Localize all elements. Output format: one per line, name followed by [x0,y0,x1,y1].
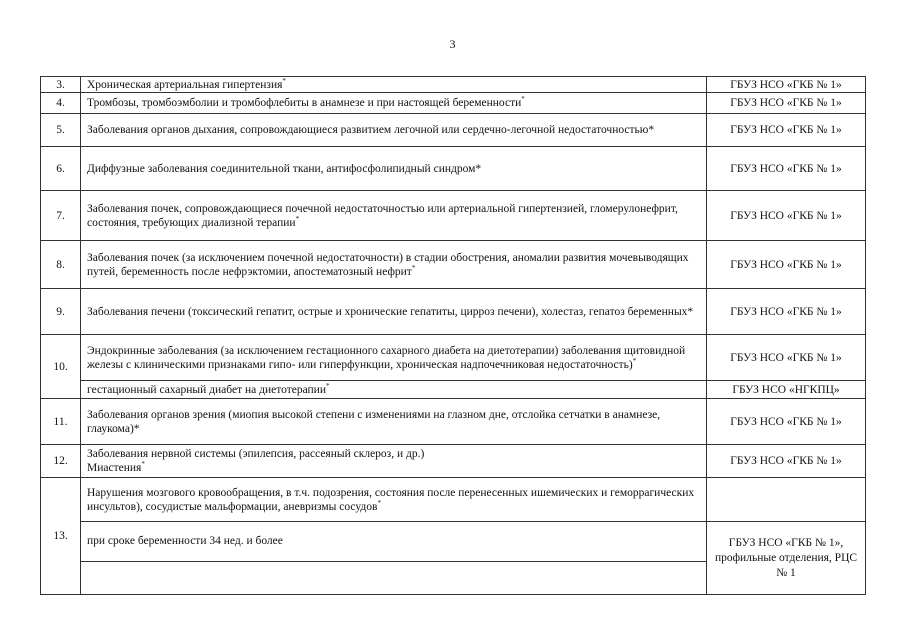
disease-cell [81,478,707,522]
table-row [41,93,866,114]
disease-cell [81,289,707,335]
table-row [41,445,866,478]
footnote-mark: * [326,381,330,390]
pathology-table [40,76,866,595]
table-row [41,522,866,562]
institution-cell: ГБУЗ НСО «ГКБ № 1» [707,191,866,241]
row-number: 6. [41,147,81,191]
institution-cell: ГБУЗ НСО «ГКБ № 1» [707,77,866,93]
institution-cell: ГБУЗ НСО «ГКБ № 1» [707,335,866,381]
institution-cell: ГБУЗ НСО «ГКБ № 1», профильные отделения, РЦС № 1 [707,522,866,595]
disease-text: Заболевания почек, сопровождающиеся почечной недостаточностью или артериальной гипертензией, гломерулонефрит, состояния, требующих диализной терапии [87,202,678,229]
institution-cell: ГБУЗ НСО «ГКБ № 1» [707,114,866,147]
page-number: 3 [449,37,456,51]
disease-cell [81,399,707,445]
institution-cell: ГБУЗ НСО «ГКБ № 1» [707,289,866,335]
disease-cell [81,147,707,191]
disease-cell [81,562,707,595]
table-row [41,147,866,191]
row-number: 9. [41,289,81,335]
footnote-mark: * [295,214,300,223]
table-row [41,191,866,241]
disease-cell [81,77,707,93]
table-row [41,114,866,147]
row-number: 5. [41,114,81,147]
table-row [41,241,866,289]
row-number: 12. [41,445,81,478]
disease-text: Заболевания органов дыхания, сопровождающиеся развитием легочной или сердечно-легочной недостаточностью* [87,124,655,136]
disease-text: Диффузные заболевания соединительной ткани, антифосфолипидный синдром* [87,162,482,175]
row-number: 13. [41,478,81,595]
row-number: 3. [41,77,81,93]
disease-cell [81,445,707,478]
table-row [41,77,866,93]
table-row [41,335,866,381]
footnote-mark: * [521,95,525,104]
row-number: 7. [41,191,81,241]
disease-text: при сроке беременности 34 нед. и более [87,535,283,547]
disease-text: Тромбозы, тромбоэмболии и тромбофлебиты в анамнезе и при настоящей беременности [87,97,522,109]
disease-text: Хроническая артериальная гипертензия [87,78,283,91]
row-number: 4. [41,93,81,114]
row-number: 11. [41,399,81,445]
table-row [41,478,866,522]
footnote-mark: * [282,76,286,85]
institution-cell [707,478,866,522]
row-number: 8. [41,241,81,289]
disease-cell [81,522,707,562]
disease-cell [81,191,707,241]
footnote-mark: * [632,356,637,365]
institution-cell: ГБУЗ НСО «ГКБ № 1» [707,399,866,445]
institution-cell: ГБУЗ НСО «ГКБ № 1» [707,147,866,191]
institution-cell: ГБУЗ НСО «ГКБ № 1» [707,445,866,478]
footnote-mark: * [411,263,416,272]
disease-text: Нарушения мозгового кровообращения, в т.ч. подозрения, состояния после перенесенных ишемических и геморрагических инсультов), сосудистые мальформации, аневризмы сосудов [87,486,695,513]
footnote-mark: * [141,460,145,469]
footnote-mark: * [377,498,381,507]
institution-cell: ГБУЗ НСО «ГКБ № 1» [707,93,866,114]
table-row [41,289,866,335]
disease-cell [81,241,707,289]
disease-text: Заболевания нервной системы (эпилепсия, рассеяный склероз, и др.) [87,448,425,460]
disease-text: Эндокринные заболевания (за исключением гестационного сахарного диабета на диетотерапии) заболевания щитовидной железы с клиническими признаками гипо- или гиперфункции, хроническая надпочечниковая недостаточность) [87,344,686,371]
table-row [41,381,866,399]
disease-cell [81,114,707,147]
table-row [41,399,866,445]
institution-cell: ГБУЗ НСО «НГКПЦ» [707,381,866,399]
disease-text: Заболевания органов зрения (миопия высокой степени с изменениями на глазном дне, отслойка сетчатки в анамнезе, глаукома)* [87,408,661,435]
disease-text: Заболевания почек (за исключением почечной недостаточности) в стадии обострения, аномалии развития мочевыводящих путей, беременность после нефрэктомии, апостематозный нефрит [87,251,689,278]
disease-text: Миастения [87,462,142,474]
disease-text: Заболевания печени (токсический гепатит, острые и хронические гепатиты, цирроз печени), холестаз, гепатоз беременных* [87,305,694,318]
disease-cell [81,335,707,381]
disease-cell [81,93,707,114]
institution-cell: ГБУЗ НСО «ГКБ № 1» [707,241,866,289]
disease-text: гестационный сахарный диабет на диетотерапии [87,383,326,396]
disease-cell [81,381,707,399]
row-number: 10. [41,335,81,399]
